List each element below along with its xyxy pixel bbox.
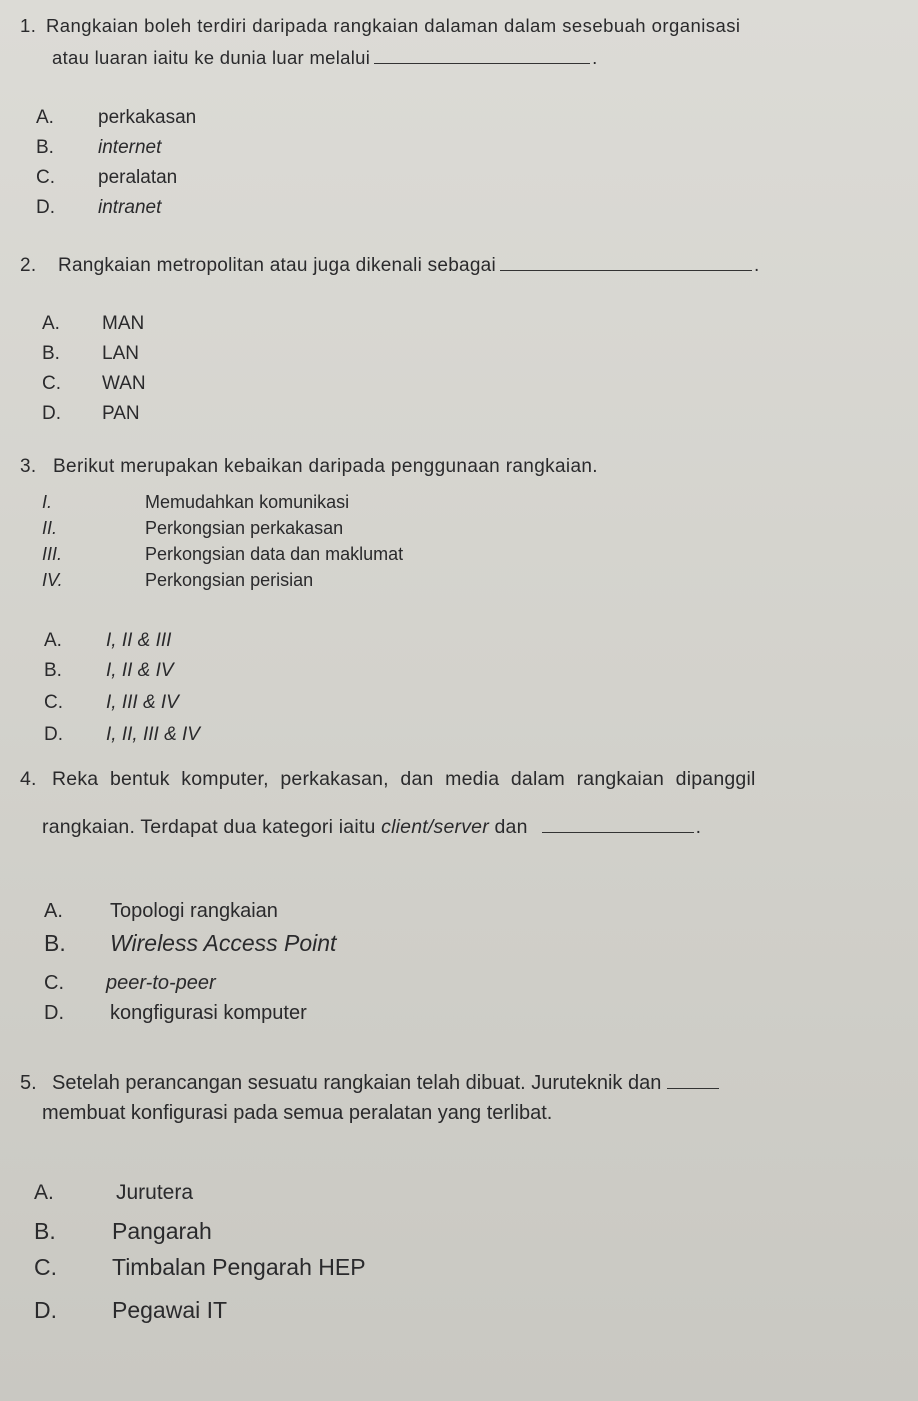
option-text: Wireless Access Point	[110, 930, 337, 956]
question-4-stem-end: .	[695, 816, 702, 838]
question-3	[20, 455, 912, 479]
question-3-statement-4	[42, 570, 313, 591]
statement-text: Perkongsian perisian	[145, 570, 314, 590]
question-1-stem-end: .	[592, 47, 598, 68]
statement-numeral: III.	[42, 544, 63, 564]
question-5-stem-line-2	[20, 1101, 912, 1125]
option-text: I, II & IV	[106, 660, 174, 681]
question-4-stem-text-2: rangkaian. Terdapat dua kategori iaitu	[42, 816, 382, 838]
question-3-option-c[interactable]	[44, 692, 179, 714]
question-2-number: 2.	[20, 255, 37, 276]
question-4-number: 4.	[20, 768, 37, 790]
option-letter: A.	[44, 900, 63, 922]
statement-text: Perkongsian data dan maklumat	[145, 544, 404, 564]
question-1-option-c[interactable]	[36, 167, 177, 189]
option-letter: B.	[42, 343, 60, 364]
question-5-option-a[interactable]	[34, 1181, 193, 1205]
question-5-option-b[interactable]	[34, 1218, 212, 1245]
question-3-option-b[interactable]	[44, 660, 174, 682]
option-letter: C.	[44, 692, 63, 713]
question-1-number: 1.	[20, 15, 37, 36]
statement-numeral: I.	[42, 492, 53, 512]
option-text: kongfigurasi komputer	[110, 1002, 307, 1024]
question-5-number: 5.	[20, 1072, 37, 1094]
question-2-option-c[interactable]	[42, 373, 146, 395]
question-5	[20, 1071, 912, 1125]
option-letter: C.	[36, 167, 55, 188]
option-letter: A.	[42, 313, 60, 334]
option-text: I, II & III	[106, 630, 172, 651]
question-5-option-d[interactable]	[34, 1297, 227, 1324]
option-text: Topologi rangkaian	[110, 900, 278, 922]
question-4-option-a[interactable]	[44, 900, 278, 923]
question-4-option-b[interactable]	[44, 930, 336, 957]
option-letter: B.	[36, 137, 54, 158]
option-letter: D.	[34, 1297, 57, 1323]
option-text: internet	[98, 137, 162, 158]
question-2-answer-blank[interactable]	[500, 254, 752, 271]
question-3-statement-1	[42, 492, 349, 513]
question-4-option-c[interactable]	[44, 972, 216, 995]
option-letter: A.	[34, 1181, 54, 1204]
question-2-stem-end: .	[753, 255, 760, 276]
question-2-stem-text-1: Rangkaian metropolitan atau juga dikenali sebagai	[58, 255, 496, 276]
option-text: intranet	[98, 197, 162, 218]
option-letter: D.	[36, 197, 55, 218]
question-4-stem-line-1	[20, 767, 912, 791]
option-letter: B.	[44, 930, 66, 956]
option-letter: D.	[42, 403, 61, 424]
option-text: MAN	[102, 313, 145, 334]
question-2-option-a[interactable]	[42, 313, 144, 335]
option-letter: A.	[44, 630, 62, 651]
option-text: I, III & IV	[106, 692, 179, 713]
question-1-option-b[interactable]	[36, 137, 161, 159]
option-text: Pangarah	[112, 1218, 212, 1244]
option-letter: D.	[44, 1002, 64, 1024]
option-text: PAN	[102, 403, 140, 424]
question-4-answer-blank[interactable]	[542, 816, 694, 833]
option-text: Timbalan Pengarah HEP	[112, 1254, 366, 1280]
option-letter: C.	[44, 972, 64, 994]
question-5-stem-line-1	[20, 1071, 912, 1095]
option-letter: C.	[42, 373, 61, 394]
option-text: perkakasan	[98, 107, 197, 128]
question-4	[20, 767, 912, 839]
question-4-stem-line-2	[20, 815, 912, 839]
question-4-stem-text-italic: client/server	[381, 816, 489, 838]
option-letter: D.	[44, 724, 63, 745]
question-4-stem-text-3: dan	[488, 816, 528, 838]
question-5-stem-text-1: Setelah perancangan sesuatu rangkaian telah dibuat. Juruteknik dan	[52, 1072, 662, 1094]
option-letter: C.	[34, 1254, 57, 1280]
question-2-option-d[interactable]	[42, 403, 140, 425]
statement-numeral: IV.	[42, 570, 63, 590]
question-3-stem-text-1: Berikut merupakan kebaikan daripada penggunaan rangkaian.	[53, 456, 598, 477]
question-1-stem-text-2: atau luaran iaitu ke dunia luar melalui	[52, 47, 371, 68]
option-text: LAN	[102, 343, 139, 364]
option-text: Pegawai IT	[112, 1297, 228, 1323]
option-letter: B.	[34, 1218, 56, 1244]
option-text: peer-to-peer	[106, 972, 216, 994]
question-1	[20, 14, 912, 70]
question-4-stem-text-1: Reka bentuk komputer, perkakasan, dan media dalam rangkaian dipanggil	[52, 768, 756, 790]
question-2-option-b[interactable]	[42, 343, 139, 365]
question-3-statement-3	[42, 544, 403, 565]
question-3-number: 3.	[20, 456, 37, 477]
question-3-stem-line-1	[20, 455, 912, 479]
option-letter: A.	[36, 107, 54, 128]
statement-text: Memudahkan komunikasi	[145, 492, 350, 512]
question-3-option-d[interactable]	[44, 724, 200, 746]
question-5-option-c[interactable]	[34, 1254, 366, 1281]
question-1-stem-line-1	[20, 14, 912, 38]
question-1-answer-blank[interactable]	[374, 47, 590, 64]
question-2-stem-line-1	[20, 254, 912, 278]
question-4-option-d[interactable]	[44, 1002, 307, 1025]
question-5-stem-text-2: membuat konfigurasi pada semua peralatan yang terlibat.	[42, 1102, 553, 1124]
option-text: Jurutera	[116, 1181, 194, 1204]
question-1-option-d[interactable]	[36, 197, 161, 219]
option-text: peralatan	[98, 167, 178, 188]
question-5-answer-blank[interactable]	[667, 1072, 719, 1089]
question-1-stem-text-1: Rangkaian boleh terdiri daripada rangkaian dalaman dalam sesebuah organisasi	[46, 15, 741, 36]
option-text: WAN	[102, 373, 146, 394]
question-3-option-a[interactable]	[44, 630, 171, 652]
question-3-statement-2	[42, 518, 343, 539]
option-text: I, II, III & IV	[106, 724, 200, 745]
question-1-option-a[interactable]	[36, 107, 196, 129]
question-2	[20, 254, 912, 278]
statement-text: Perkongsian perkakasan	[145, 518, 344, 538]
option-letter: B.	[44, 660, 62, 681]
statement-numeral: II.	[42, 518, 58, 538]
question-1-stem-line-2	[20, 46, 912, 70]
